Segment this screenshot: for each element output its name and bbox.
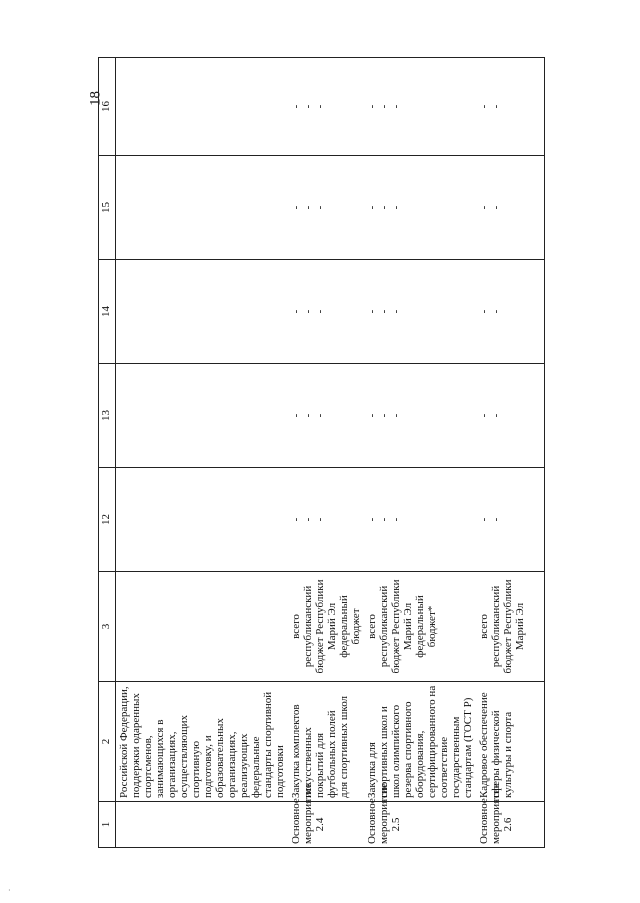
measure-id-cell-line: мероприятие [378, 783, 390, 844]
measure-description-cell-line: покрытий для [314, 732, 326, 798]
header-cell: 14 [99, 260, 116, 364]
measure-id-cell [476, 783, 544, 848]
measure-description-cell-line: сертифицированного на [426, 685, 438, 798]
measure-description-cell-line: осуществляющих [178, 715, 190, 798]
measure-description-cell-line: Кадровое обеспечение [478, 692, 490, 798]
measure-id-cell [364, 783, 476, 848]
value-cell [116, 468, 289, 572]
funding-source-cell-line: республиканский [302, 585, 314, 668]
measure-description-cell-line: стандарты спортивной [262, 691, 274, 798]
funding-source-cell-line: республиканский [490, 585, 502, 668]
measure-description-cell-line: спортивных школ и [378, 706, 390, 798]
value-cell: - - [476, 364, 544, 468]
measure-id-cell-line: Основное [290, 798, 302, 844]
funding-source-cell-line: Марий Эл [402, 602, 414, 651]
value-cell [116, 364, 289, 468]
measure-description-cell [288, 682, 364, 802]
measure-description-cell [476, 682, 544, 802]
measure-description-cell-line: поддержки одаренных [130, 693, 142, 798]
header-cell: 12 [99, 468, 116, 572]
funding-source-cell-line: всего [366, 614, 378, 639]
measure-description-cell-line: резерва спортивного [402, 701, 414, 798]
header-cell: 16 [99, 58, 116, 156]
value-cell: - - - [364, 58, 476, 156]
measure-description-cell-line: футбольных полей [326, 710, 338, 798]
measure-description-cell-line: школ олимпийского [390, 704, 402, 798]
measure-description-cell-line: занимающихся в [154, 719, 166, 798]
funding-source-cell-line: федеральный [414, 595, 426, 658]
measure-id-cell-line: Основное [366, 798, 378, 844]
funding-source-cell-line: федеральный [338, 595, 350, 658]
measure-description-cell-line: организациях, [166, 731, 178, 798]
value-cell [116, 156, 289, 260]
value-cell: - - - [364, 364, 476, 468]
measure-id-cell-line: 2.4 [314, 817, 326, 832]
measure-description-cell-line: Российской Федерации, [118, 686, 130, 798]
table-row [476, 58, 544, 848]
header-cell: 2 [99, 682, 116, 802]
value-cell: - - [476, 260, 544, 364]
budget-table [98, 57, 545, 848]
table-box [98, 58, 550, 848]
page-number: 18 [87, 91, 104, 106]
funding-source-cell [476, 572, 544, 682]
table-row [116, 58, 289, 848]
value-cell: - - [476, 468, 544, 572]
measure-description-cell-line: спортивную [190, 740, 202, 798]
funding-source-cell-line: бюджет Республики [314, 579, 326, 674]
measure-description-cell [116, 682, 289, 802]
measure-id-cell-line: 2.6 [502, 817, 514, 832]
funding-source-cell [288, 572, 364, 682]
measure-description-cell-line: искусственных [302, 727, 314, 798]
value-cell: - - - [364, 156, 476, 260]
value-cell: - - [476, 156, 544, 260]
value-cell: - - - [288, 468, 364, 572]
table-row [288, 58, 364, 848]
header-cell: 3 [99, 572, 116, 682]
funding-source-cell-line: республиканский [378, 585, 390, 668]
value-cell [116, 260, 289, 364]
measure-description-cell-line: спортсменов, [142, 735, 154, 798]
value-cell: - - - [364, 468, 476, 572]
funding-source-cell-line: Марий Эл [514, 602, 526, 651]
value-cell: - - [476, 58, 544, 156]
measure-description-cell-line: реализующих [238, 733, 250, 798]
measure-description-cell-line: подготовки [274, 745, 286, 798]
measure-description-cell-line: Закупка комплектов [290, 704, 302, 798]
funding-source-cell-line: бюджет* [426, 605, 438, 648]
measure-description-cell-line: соответствие [438, 736, 450, 798]
measure-id-cell-line: мероприятие [302, 783, 314, 844]
header-row [99, 58, 116, 848]
measure-id-cell-line: 2.5 [390, 817, 402, 832]
header-cell: 1 [99, 802, 116, 848]
funding-source-cell [364, 572, 476, 682]
table-row [364, 58, 476, 848]
funding-source-cell-line: бюджет [350, 608, 362, 645]
funding-source-cell-line: всего [290, 614, 302, 639]
value-cell [116, 58, 289, 156]
header-cell: 13 [99, 364, 116, 468]
measure-description-cell-line: для спортивных школ [338, 695, 350, 798]
measure-description-cell-line: стандартам (ГОСТ Р) [462, 697, 474, 798]
value-cell: - - - [288, 260, 364, 364]
funding-source-cell-line: бюджет Республики [502, 579, 514, 674]
funding-source-cell-line: Марий Эл [326, 602, 338, 651]
measure-id-cell [116, 802, 289, 848]
measure-description-cell-line: образовательных [214, 718, 226, 798]
funding-source-cell-line: бюджет Республики [390, 579, 402, 674]
measure-description-cell-line: подготовку, и [202, 735, 214, 798]
value-cell: - - - [288, 364, 364, 468]
measure-id-cell [288, 783, 364, 848]
measure-description-cell-line: оборудования, [414, 730, 426, 798]
measure-description-cell-line: государственным [450, 716, 462, 798]
value-cell: - - - [288, 58, 364, 156]
value-cell: - - - [364, 260, 476, 364]
measure-description-cell-line: организациях, [226, 731, 238, 798]
scan-mark: · [8, 886, 11, 895]
funding-source-cell-line: всего [478, 614, 490, 639]
measure-description-cell-line: Закупка для [366, 742, 378, 798]
measure-id-cell-line: Основное [478, 798, 490, 844]
value-cell: - - - [288, 156, 364, 260]
measure-description-cell-line: культуры и спорта [502, 711, 514, 798]
measure-description-cell-line: федеральные [250, 736, 262, 798]
measure-description-cell [364, 682, 476, 802]
header-cell: 15 [99, 156, 116, 260]
table-body [116, 58, 545, 848]
measure-description-cell-line: сферы физической [490, 710, 502, 798]
funding-source-cell [116, 572, 289, 682]
measure-id-cell-line: мероприятие [490, 783, 502, 844]
